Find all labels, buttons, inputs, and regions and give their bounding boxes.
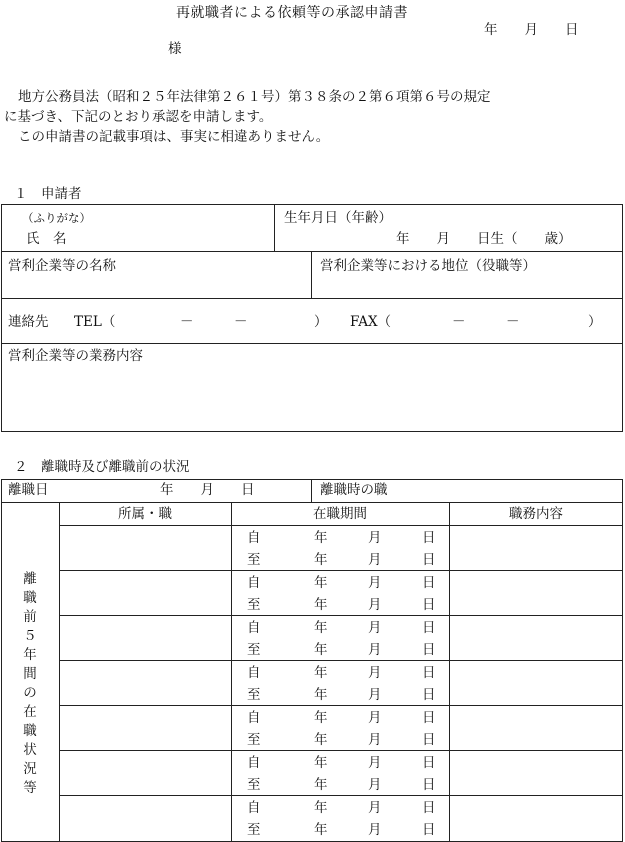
side-label-char: 状: [23, 742, 37, 758]
side-label-char: 職: [23, 590, 37, 606]
contact-label: 連絡先: [8, 314, 49, 330]
section1-heading: １ 申請者: [14, 186, 82, 202]
divider: [274, 204, 275, 251]
row-divider: [59, 615, 623, 616]
period-date-fill: 年 月 日: [314, 777, 436, 793]
period-date-fill: 年 月 日: [314, 822, 436, 838]
period-date-fill: 年 月 日: [314, 665, 436, 681]
fax-label: FAX（: [350, 314, 392, 330]
col-affiliation-header: 所属・職: [118, 506, 172, 522]
date-line: 年 月 日: [484, 22, 579, 38]
divider: [311, 479, 312, 502]
tel-close: ）: [314, 314, 328, 330]
side-label-char: 況: [23, 761, 37, 777]
addressee: 様: [168, 41, 182, 57]
period-to-label: 至: [247, 597, 261, 613]
period-date-fill: 年 月 日: [314, 620, 436, 636]
period-from-label: 自: [247, 575, 261, 591]
side-label-char: 年: [23, 647, 37, 663]
row-divider: [59, 750, 623, 751]
side-label-char: 前: [23, 609, 37, 625]
period-from-label: 自: [247, 530, 261, 546]
section2-heading: ２ 離職時及び離職前の状況: [14, 459, 190, 475]
row-divider: [59, 570, 623, 571]
period-date-fill: 年 月 日: [314, 597, 436, 613]
period-date-fill: 年 月 日: [314, 687, 436, 703]
period-from-label: 自: [247, 665, 261, 681]
period-date-fill: 年 月 日: [314, 575, 436, 591]
side-label-char: 間: [23, 666, 37, 682]
side-label-char: 職: [23, 723, 37, 739]
tel-dashes: － －: [180, 314, 248, 330]
row-divider: [59, 705, 623, 706]
side-label-char: ５: [23, 628, 37, 644]
birth-fill: 年 月 日生（ 歳）: [396, 231, 572, 247]
divider: [1, 343, 623, 344]
period-date-fill: 年 月 日: [314, 642, 436, 658]
fax-dashes: － －: [452, 314, 520, 330]
row-divider: [59, 660, 623, 661]
period-from-label: 自: [247, 710, 261, 726]
row-divider: [59, 795, 623, 796]
company-position-label: 営利企業等における地位（役職等）: [320, 258, 536, 274]
period-to-label: 至: [247, 552, 261, 568]
period-date-fill: 年 月 日: [314, 732, 436, 748]
divider: [449, 502, 450, 842]
side-label-vertical: [19, 570, 41, 798]
paragraph-2: この申請書の記載事項は、事実に相違ありません。: [18, 129, 330, 145]
birth-label: 生年月日（年齢）: [284, 210, 392, 226]
side-label-char: 等: [23, 780, 37, 796]
divider: [1, 251, 623, 252]
divider: [1, 502, 623, 503]
period-date-fill: 年 月 日: [314, 710, 436, 726]
divider: [311, 251, 312, 298]
period-to-label: 至: [247, 732, 261, 748]
document-title: 再就職者による依頼等の承認申請書: [176, 5, 408, 21]
side-label-char: 離: [23, 571, 37, 587]
retire-date-fill: 年 月 日: [160, 482, 255, 498]
side-label-char: 在: [23, 704, 37, 720]
retire-date-label: 離職日: [8, 482, 49, 498]
period-date-fill: 年 月 日: [314, 755, 436, 771]
period-date-fill: 年 月 日: [314, 800, 436, 816]
paragraph-1b: に基づき、下記のとおり承認を申請します。: [4, 109, 273, 125]
col-duties-header: 職務内容: [509, 506, 563, 522]
col-period-header: 在職期間: [313, 506, 367, 522]
company-name-label: 営利企業等の名称: [8, 258, 116, 274]
period-to-label: 至: [247, 822, 261, 838]
tel-label: TEL（: [74, 314, 116, 330]
divider: [59, 525, 623, 526]
paragraph-1a: 地方公務員法（昭和２５年法律第２６１号）第３８条の２第６項第６号の規定: [18, 89, 491, 105]
side-label-char: の: [23, 685, 37, 701]
divider: [59, 502, 60, 842]
name-label: 氏 名: [26, 231, 67, 247]
period-from-label: 自: [247, 755, 261, 771]
business-label: 営利企業等の業務内容: [8, 348, 143, 364]
period-to-label: 至: [247, 687, 261, 703]
period-from-label: 自: [247, 800, 261, 816]
divider: [231, 502, 232, 842]
furigana-label: （ふりがな）: [22, 211, 91, 225]
fax-close: ）: [588, 314, 602, 330]
retire-post-label: 離職時の職: [320, 482, 388, 498]
period-date-fill: 年 月 日: [314, 552, 436, 568]
period-from-label: 自: [247, 620, 261, 636]
period-to-label: 至: [247, 777, 261, 793]
period-date-fill: 年 月 日: [314, 530, 436, 546]
divider: [1, 298, 623, 299]
period-to-label: 至: [247, 642, 261, 658]
